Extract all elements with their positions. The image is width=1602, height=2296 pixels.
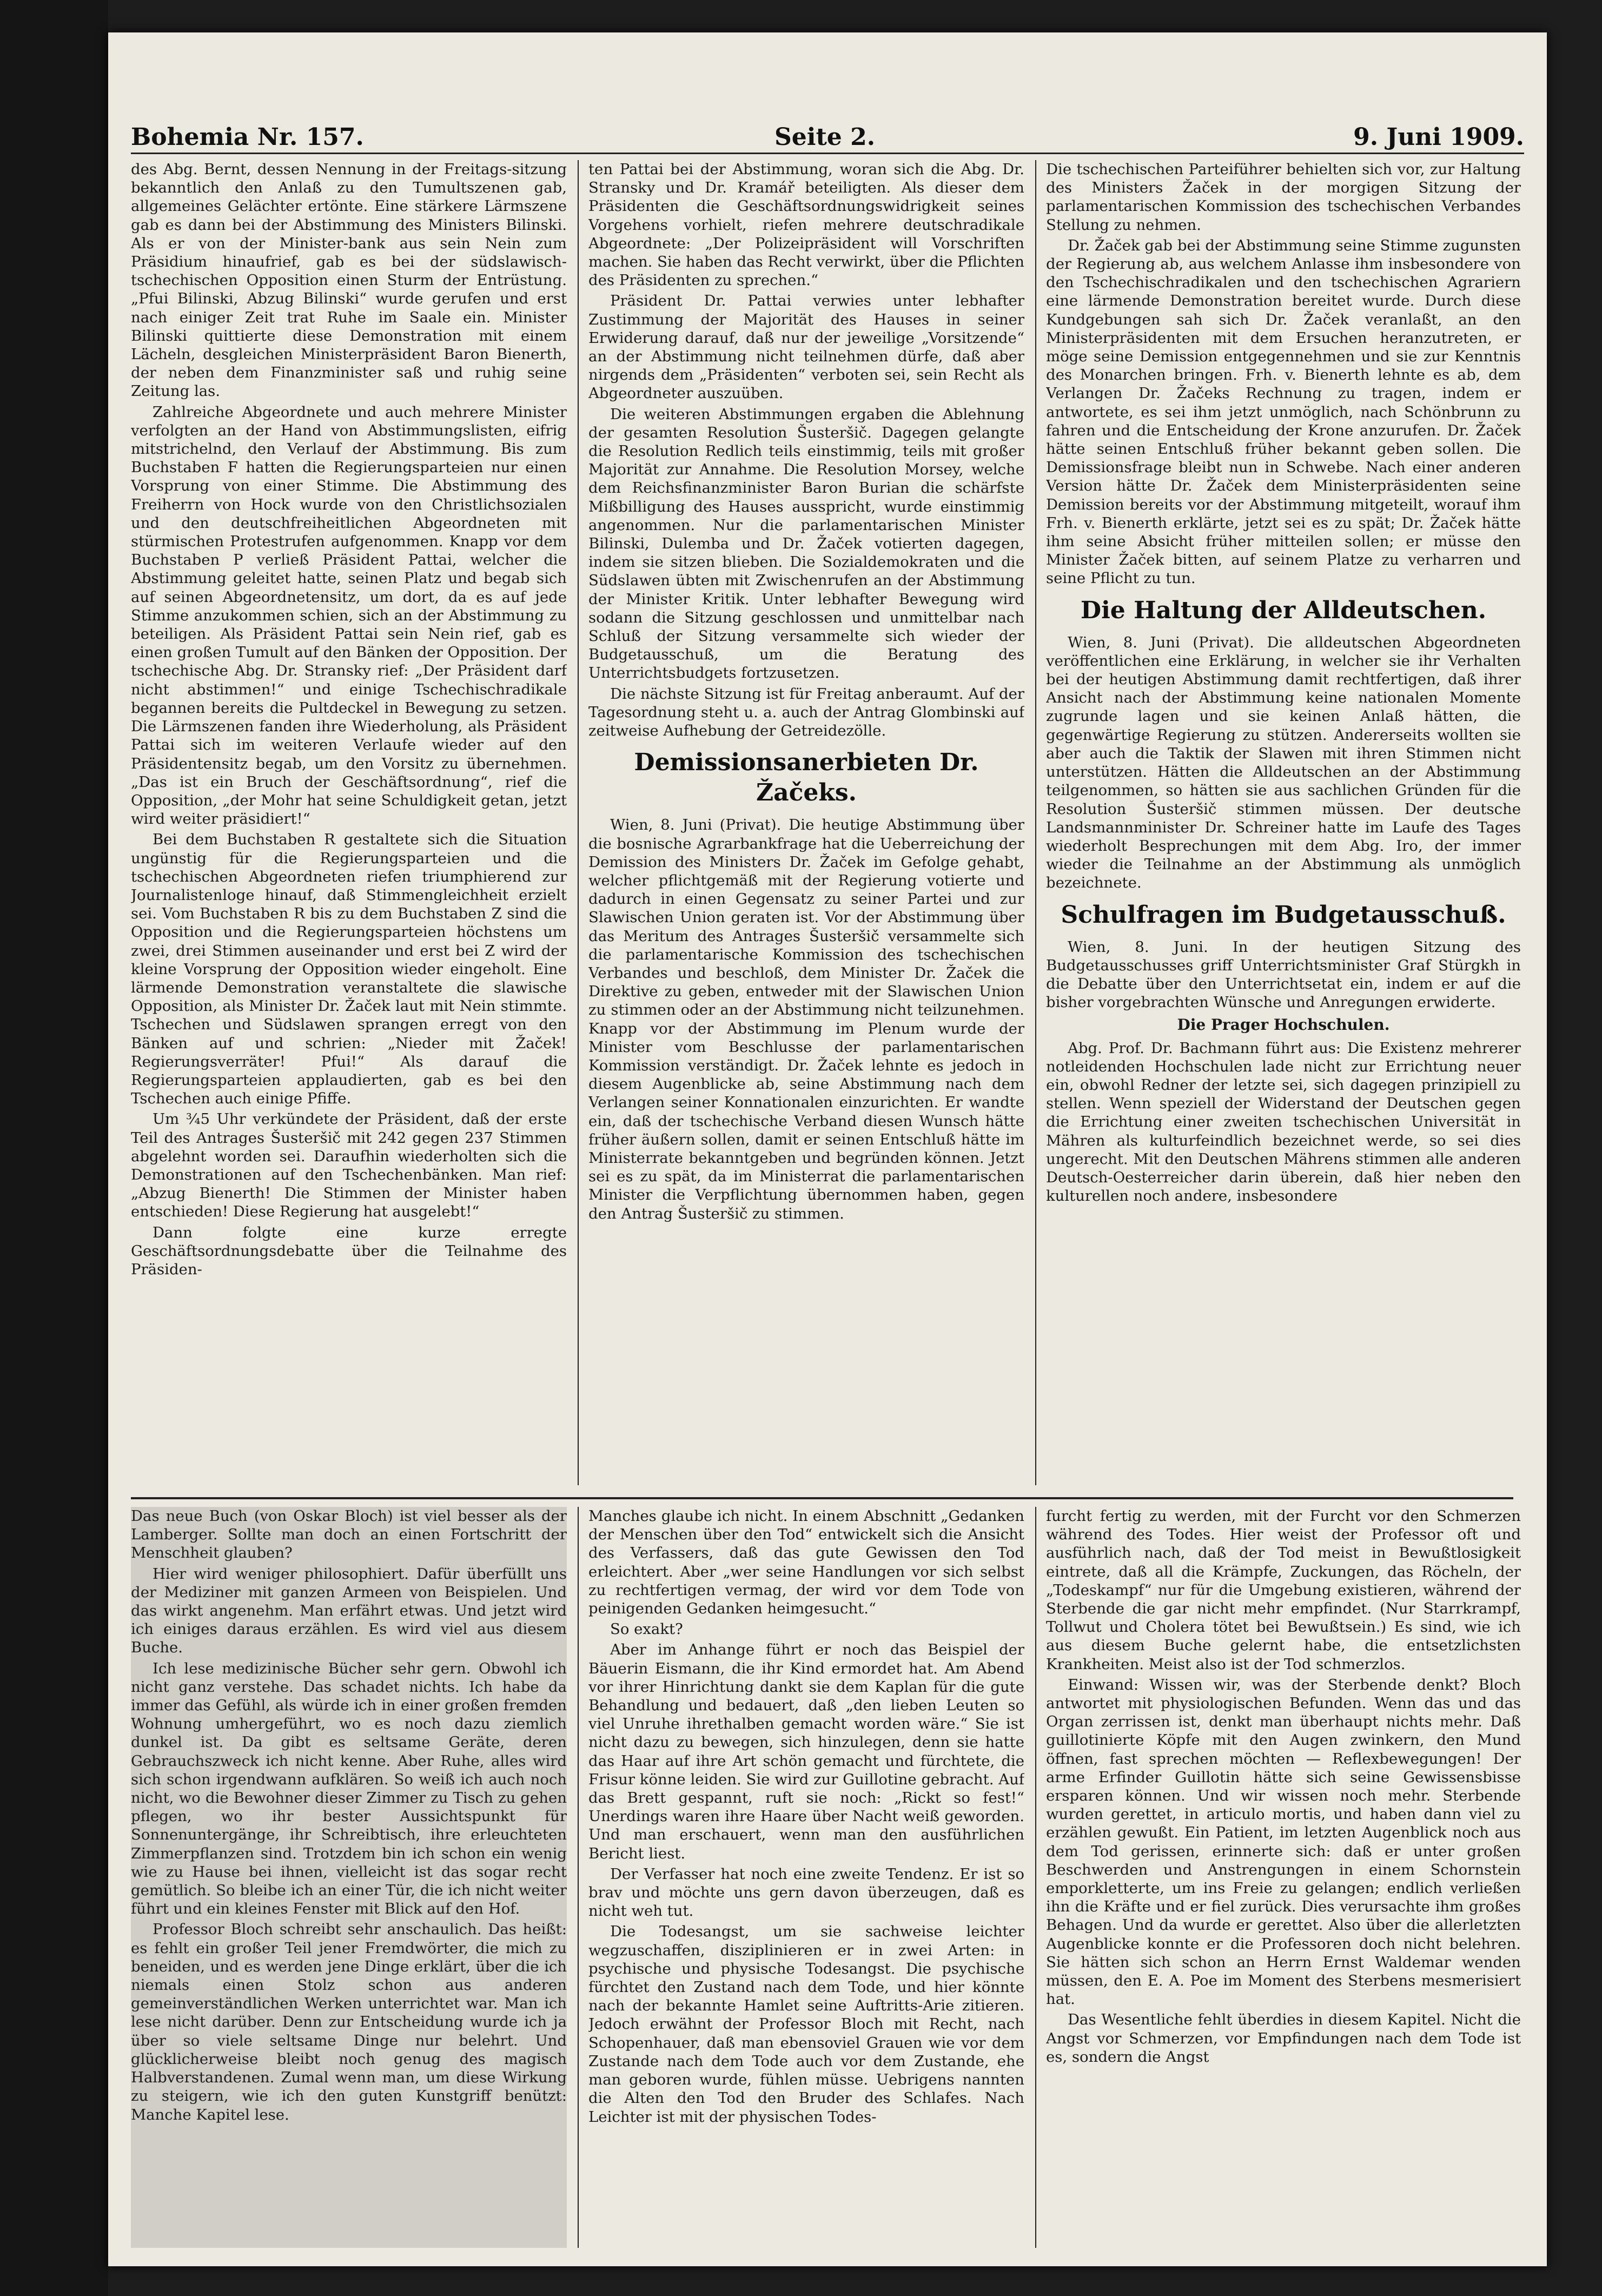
paragraph: Wien, 8. Juni (Privat). Die alldeutschen Abgeordneten veröffentlichen eine Erklärung, in welcher sie ihr Verhalten bei der heutigen Abstimmung damit rechtfertigen, daß ihrer Ansicht nach der Abstimmung keine nationalen Momente zugrunde lagen und sie keinen Anlaß hätten, die gegenwärtige Regierung zu stützen. Andererseits wollten sie aber auch die Taktik der Slawen mit ihren Stimmen nicht unterstützen. Hätten die Alldeutschen an der Abstimmung teilgenommen, so hätten sie aus sachlichen Gründen für die Resolution Šusteršič stimmen müssen. Der deutsche Landsmannminister Dr. Schreiner hatte im Laufe des Tages wiederholt Besprechungen mit dem Abg. Iro, der immer wieder die Teilnahme an der Abstimmung als unmöglich bezeichnete. [1046, 633, 1521, 892]
paragraph: furcht fertig zu werden, mit der Furcht vor den Schmerzen während des Todes. Hier weist der Professor oft und ausführlich nach, daß der Tod meist in Bewußtlosigkeit eintrete, daß all die Krämpfe, Zuckungen, das Röcheln, der „Todeskampf“ nur für die Umgebung existieren, während der Sterbende die gar nicht mehr empfindet. (Nur Starrkrampf, Tollwut und Cholera tötet bei Bewußtsein.) Es sind, wie ich aus diesem Buche gelernt habe, die entsetzlichsten Krankheiten. Meist also ist der Tod schmerzlos. [1046, 1507, 1521, 1673]
feuilleton-column-3 [1046, 1507, 1521, 2248]
paragraph: Die weiteren Abstimmungen ergaben die Ablehnung der gesamten Resolution Šusteršič. Dagegen gelangte die Resolution Redlich teils einstimmig, teils mit großer Majorität zur Annahme. Die Resolution Morsey, welche dem Reichsfinanzminister Baron Burian die schärfste Mißbilligung des Hauses ausspricht, wurde einstimmig angenommen. Nur die parlamentarischen Minister Bilinski, Dulemba und Dr. Žaček votierten dagegen, indem sie sitzen blieben. Die Sozialdemokraten und die Südslawen übten mit Zwischenrufen an der Abstimmung der Minister Kritik. Unter lebhafter Bewegung wird sodann die Sitzung geschlossen und unmittelbar nach Schluß der Sitzung versammelte sich wieder der Budgetausschuß, um die Beratung des Unterrichtsbudgets fortzusetzen. [588, 405, 1024, 682]
paragraph: Dr. Žaček gab bei der Abstimmung seine Stimme zugunsten der Regierung ab, aus welchem Anlasse ihm insbesondere von den Tschechischradikalen und den tschechischen Agrariern eine lärmende Demonstration bereitet wurde. Durch diese Kundgebungen sah sich Dr. Žaček veranlaßt, an den Ministerpräsidenten mit dem Ersuchen heranzutreten, er möge seine Demission entgegennehmen und sie zur Kenntnis des Monarchen bringen. Frh. v. Bienerth lehnte es ab, dem Verlangen Dr. Žačeks Rechnung zu tragen, indem er antwortete, es sei ihm jetzt unmöglich, nach Schönbrunn zu fahren und die Entscheidung der Krone anzurufen. Dr. Žaček hätte seinen Entschluß früher bekannt geben sollen. Die Demissionsfrage bleibt nun in Schwebe. Nach einer anderen Version hätte Dr. Žaček dem Ministerpräsidenten seine Demission bereits vor der Abstimmung mitgeteilt, worauf ihm Frh. v. Bienerth erklärte, jetzt sei es zu spät; Dr. Žaček hätte ihm seine Absicht früher mitteilen sollen; er müsse den Minister Žaček bitten, auf seinem Platze zu verharren und seine Pflicht zu tun. [1046, 236, 1521, 587]
paragraph: Hier wird weniger philosophiert. Dafür überfüllt uns der Mediziner mit ganzen Armeen von Beispielen. Und das wirkt angenehm. Man erfährt etwas. Und jetzt wird ich einiges daraus erzählen. Es wird viel aus diesem Buche. [131, 1565, 567, 1657]
feuilleton-column-2 [588, 1507, 1024, 2248]
article-column-2 [588, 160, 1024, 1485]
paragraph: Zahlreiche Abgeordnete und auch mehrere Minister verfolgten an der Hand von Abstimmungslisten, eifrig mitstrichelnd, den Verlauf der Abstimmung. Bis zum Buchstaben F hatten die Regierungsparteien nur einen Vorsprung von einer Stimme. Die Abstimmung des Freiherrn von Hock wurde von den Christlichsozialen und den deutschfreiheitlichen Abgeordneten mit stürmischen Protestrufen aufgenommen. Knapp vor dem Buchstaben P verließ Präsident Pattai, welcher die Abstimmung geleitet hatte, seinen Platz und begab sich auf seinen Abgeordnetensitz, um dort, da es auf jede Stimme anzukommen schien, sich an der Abstimmung zu beteiligen. Als Präsident Pattai sein Nein rief, gab es einen großen Tumult auf den Bänken der Opposition. Der tschechische Abg. Dr. Stransky rief: „Der Präsident darf nicht abstimmen!“ und einige Tschechischradikale begannen bereits die Pultdeckel in Bewegung zu setzen. Die Lärmszenen fanden ihre Wiederholung, als Präsident Pattai sich im weiteren Verlaufe wieder auf den Präsidentensitz begab, um den Vorsitz zu übernehmen. „Das ist ein Bruch der Geschäftsordnung“, rief die Opposition, „der Mohr hat seine Schuldigkeit getan, jetzt wird weiter präsidiert!“ [131, 403, 567, 828]
paragraph: Abg. Prof. Dr. Bachmann führt aus: Die Existenz mehrerer notleidenden Hochschulen lade nicht zur Errichtung neuer ein, obwohl Redner der letzte sei, sich dagegen prinzipiell zu stellen. Wenn speziell der Widerstand der Deutschen gegen die Errichtung einer zweiten tschechischen Universität in Mähren als kulturfeindlich bezeichnet werde, so sei dies ungerecht. Mit den Deutschen Mährens stimmen alle anderen Deutsch-Oesterreicher darin überein, daß hier neben den kulturellen noch andere, insbesondere [1046, 1039, 1521, 1205]
newspaper-page [108, 32, 1547, 2266]
paragraph: Das Wesentliche fehlt überdies in diesem Kapitel. Nicht die Angst vor Schmerzen, vor Empfindungen nach dem Tode ist es, sondern die Angst [1046, 2011, 1521, 2066]
paragraph: Aber im Anhange führt er noch das Beispiel der Bäuerin Eismann, die ihr Kind ermordet hat. Am Abend vor ihrer Hinrichtung dankt sie dem Kaplan für die gute Behandlung und bedauert, daß „den lieben Leuten so viel Unruhe ihrethalben gemacht worden wäre.“ Sie ist nicht dazu zu bewegen, sich hinzulegen, denn sie hatte das Haar auf ihre Art schön gemacht und fürchtete, die Frisur könne leiden. Sie wird zur Guillotine gebracht. Auf das Brett gespannt, ruft sie noch: „Rickt so fest!“ Unerdings waren ihre Haare über Nacht weiß geworden. Und man erschauert, wenn man den ausführlichen Bericht liest. [588, 1641, 1024, 1862]
paragraph: Ich lese medizinische Bücher sehr gern. Obwohl ich nicht ganz verstehe. Das schadet nichts. Ich habe da immer das Gefühl, als würde ich in einer großen fremden Wohnung umhergeführt, wo es noch dazu ziemlich dunkel ist. Da gibt es seltsame Geräte, deren Gebrauchszweck ich nicht kenne. Aber Ruhe, alles wird sich schon irgendwann aufklären. So weiß ich auch noch nicht, wo die Bewohner dieser Zimmer zu Tisch zu gehen pflegen, wo ihr bester Aussichtspunkt für Sonnenuntergänge, ihr Schreibtisch, ihre erleuchteten Zimmerpflanzen sind. Trotzdem bin ich schon ein wenig wie zu Hause bei ihnen, vielleicht ist das sogar recht gemütlich. So bleibe ich an einer Tür, die ich nicht weiter führt und ein kleines Fenster mit Blick auf den Hof. [131, 1659, 567, 1918]
paragraph: Bei dem Buchstaben R gestaltete sich die Situation ungünstig für die Regierungsparteien und die tschechischen Abgeordneten riefen triumphierend zur Journalistenloge hinauf, daß Stimmengleichheit erzielt sei. Vom Buchstaben R bis zu dem Buchstaben Z sind die Opposition und die Regierungsparteien höchstens um zwei, drei Stimmen auseinander und erst bei Z wird der kleine Vorsprung der Opposition wieder eingeholt. Eine lärmende Demonstration veranstaltete die slawische Opposition, als Minister Dr. Žaček laut mit Nein stimmte. Tschechen und Südslawen sprangen erregt von den Bänken auf und schrien: „Nieder mit Žaček! Regierungsverräter! Pfui!“ Als darauf die Regierungsparteien applaudierten, gab es bei den Tschechen auch einige Pfiffe. [131, 831, 567, 1108]
paragraph: Die tschechischen Parteiführer behielten sich vor, zur Haltung des Ministers Žaček in der morgigen Sitzung der parlamentarischen Kommission des tschechischen Verbandes Stellung zu nehmen. [1046, 161, 1521, 234]
paragraph: Manches glaube ich nicht. In einem Abschnitt „Gedanken der Menschen über den Tod“ entwickelt sich die Ansicht des Verfassers, daß das gute Gewissen den Tod erleichtert. Aber „wer seine Handlungen vor sich selbst zu rechtfertigen vermag, der wird vor dem Tode von peinigenden Gedanken heimgesucht.“ [588, 1507, 1024, 1618]
feuilleton-rule [131, 1497, 1513, 1499]
article-column-3 [1046, 160, 1521, 1485]
column-divider [1035, 1507, 1036, 2248]
header-left: Bohemia Nr. 157. [131, 123, 364, 151]
paragraph: Wien, 8. Juni (Privat). Die heutige Abstimmung über die bosnische Agrarbankfrage hat die Ueberreichung der Demission des Ministers Dr. Žaček im Gefolge gehabt, welcher pflichtgemäß mit der Regierung votierte und dadurch in einen Gegensatz zu seiner Partei und zur Slawischen Union geraten ist. Vor der Abstimmung über das Meritum des Antrages Šusteršič versammelte sich die parlamentarische Kommission des tschechischen Verbandes und beschloß, dem Minister Dr. Žaček die Direktive zu geben, entweder mit der Slawischen Union zu stimmen oder an der Abstimmung nicht teilzunehmen. Knapp vor der Abstimmung im Plenum wurde der Minister vom Beschlusse der parlamentarischen Kommission verständigt. Dr. Žaček lehnte es jedoch in diesem Augenblicke ab, seine Abstimmung nach dem Verlangen seiner Konnationalen einzurichten. Er wandte ein, daß der tschechische Verband diesen Wunsch hätte früher äußern sollen, damit er seinen Entschluß hätte im Ministerrate bekanntgeben und begründen können. Jetzt sei es zu spät, da im Ministerrat die parlamentarischen Minister die Verpflichtung übernommen haben, gegen den Antrag Šusteršič zu stimmen. [588, 816, 1024, 1222]
paragraph: Die Todesangst, um sie sachweise leichter wegzuschaffen, disziplinieren er in zwei Arten: in psychische und physische Todesangst. Die psychische fürchtet den Zustand nach dem Tode, und hier könnte nach der bekannte Hamlet seine Auftritts-Arie zitieren. Jedoch erwähnt der Professor Bloch mit Recht, nach Schopenhauer, daß man ebensoviel Grauen wie vor dem Zustande nach dem Tode auch vor dem Zustande, ehe man geboren wurde, fühlen müsse. Uebrigens nannten die Alten den Tod den Bruder des Schlafes. Nach Leichter ist mit der physischen Todes- [588, 1923, 1024, 2126]
paragraph: des Abg. Bernt, dessen Nennung in der Freitags-sitzung bekanntlich den Anlaß zu den Tumultszenen gab, allgemeines Gelächter ertönte. Eine stärkere Lärmszene gab es dann bei der Abstimmung des Ministers Bilinski. Als er von der Minister-bank aus sein Nein zum Präsidium hinaufrief, gab es bei der südslawisch-tschechischen Opposition einen Sturm der Entrüstung. „Pfui Bilinski, Abzug Bilinski“ wurde gerufen und erst nach einiger Zeit trat Ruhe im Saale ein. Minister Bilinski quittierte diese Demonstration mit einem Lächeln, desgleichen Ministerpräsident Baron Bienerth, der neben dem Finanzminister saß und ruhig seine Zeitung las. [131, 161, 567, 400]
scan-background [0, 0, 108, 2296]
paragraph: Professor Bloch schreibt sehr anschaulich. Das heißt: es fehlt ein großer Teil jener Fremdwörter, die mich zu beneiden, und es werden jene Dinge erklärt, über die ich niemals einen Stolz schon aus anderen gemeinverständlichen Werken unterrichtet war. Man ich lese nicht darüber. Denn zur Entscheidung wurde ich ja über so viele seltsame Dinge nur belehrt. Und glücklicherweise bleibt noch genug des magisch Halbverstandenen. Zumal wenn man, um diese Wirkung zu steigern, wie ich den guten Kunstgriff benützt: Manche Kapitel lese. [131, 1921, 567, 2123]
paragraph: Der Verfasser hat noch eine zweite Tendenz. Er ist so brav und möchte uns gern davon überzeugen, daß es nicht weh tut. [588, 1865, 1024, 1920]
paragraph: Um ¾5 Uhr verkündete der Präsident, daß der erste Teil des Antrages Šusteršič mit 242 gegen 237 Stimmen abgelehnt worden sei. Daraufhin wiederholten sich die Demonstrationen auf den Tschechenbänken. Man rief: „Abzug Bienerth! Die Stimmen der Minister haben entschieden! Diese Regierung hat ausgelebt!“ [131, 1110, 567, 1221]
paragraph: So exakt? [610, 1620, 683, 1638]
paragraph: ten Pattai bei der Abstimmung, woran sich die Abg. Dr. Stransky und Dr. Kramář beteiligten. Als dieser dem Präsidenten die Geschäftsordnungswidrigkeit seines Vorgehens vorhielt, riefen mehrere deutschradikale Abgeordnete: „Der Polizeipräsident will Vorschriften machen. Sie haben das Recht verwirkt, über die Pflichten des Präsidenten zu sprechen.“ [588, 161, 1024, 289]
page-header [131, 123, 1524, 161]
header-rule [131, 153, 1524, 154]
heading-schulfragen: Schulfragen im Budgetausschuß. [1061, 901, 1506, 929]
header-center: Seite 2. [774, 123, 876, 151]
scan-smudge [131, 1507, 567, 2248]
column-divider [1035, 160, 1036, 1485]
heading-demission: Demissionsanerbieten Dr. Žačeks. [634, 749, 979, 807]
heading-alldeutsche: Die Haltung der Alldeutschen. [1080, 596, 1487, 624]
paragraph: Einwand: Wissen wir, was der Sterbende denkt? Bloch antwortet mit physiologischen Befunden. Wenn das und das Organ zerrissen ist, denkt man überhaupt nichts mehr. Daß guillotinierte Köpfe mit den Augen zwinkern, den Mund öffnen, fast sprechen möchten — Reflexbewegungen! Der arme Erfinder Guillotin hätte sich seine Gewissensbisse ersparen können. Und wir wissen noch mehr. Sterbende wurden gerettet, in articulo mortis, und haben dann viel zu erzählen gewußt. Ein Patient, im letzten Augenblick noch aus dem Tod gerissen, erinnerte sich: daß er unter großen Beschwerden und Anstrengungen in einem Schornstein emporkletterte, um ins Freie zu gelangen; endlich verließen ihn die Kräfte und er fiel zurück. Dies verursachte ihm großes Behagen. Und da wurde er gerettet. Also über die allerletzten Augenblicke konnte er die Professoren doch nicht belehren. Sie hätten sich schon an Herrn Ernst Waldemar wenden müssen, den E. A. Poe im Moment des Sterbens mesmerisiert hat. [1046, 1676, 1521, 2008]
column-divider [578, 160, 579, 1485]
header-right: 9. Juni 1909. [1353, 123, 1524, 151]
subheading-prager-hochschulen: Die Prager Hochschulen. [1177, 1016, 1390, 1034]
column-divider [578, 1507, 579, 2248]
paragraph: Dann folgte eine kurze erregte Geschäftsordnungsdebatte über die Teilnahme des Präsiden- [131, 1223, 567, 1278]
paragraph: Präsident Dr. Pattai verwies unter lebhafter Zustimmung der Majorität des Hauses in seiner Erwiderung darauf, daß nur der jeweilige „Vorsitzende“ an der Abstimmung nicht teilnehmen dürfe, daß aber nirgends dem „Präsidenten“ verboten sei, sein Recht als Abgeordneter auszuüben. [588, 292, 1024, 402]
paragraph: Wien, 8. Juni. In der heutigen Sitzung des Budgetausschusses griff Unterrichtsminister Graf Stürgkh in die Debatte über den Unterrichtsetat ein, indem er auf die bisher vorgebrachten Wünsche und Anregungen erwiderte. [1046, 938, 1521, 1011]
paragraph: Die nächste Sitzung ist für Freitag anberaumt. Auf der Tagesordnung steht u. a. auch der Antrag Glombinski auf zeitweise Aufhebung der Getreidezölle. [588, 685, 1024, 740]
paragraph: Das neue Buch (von Oskar Bloch) ist viel besser als der Lamberger. Sollte man doch an einen Fortschritt der Menschheit glauben? [131, 1507, 567, 1562]
article-column-1 [131, 160, 567, 1485]
